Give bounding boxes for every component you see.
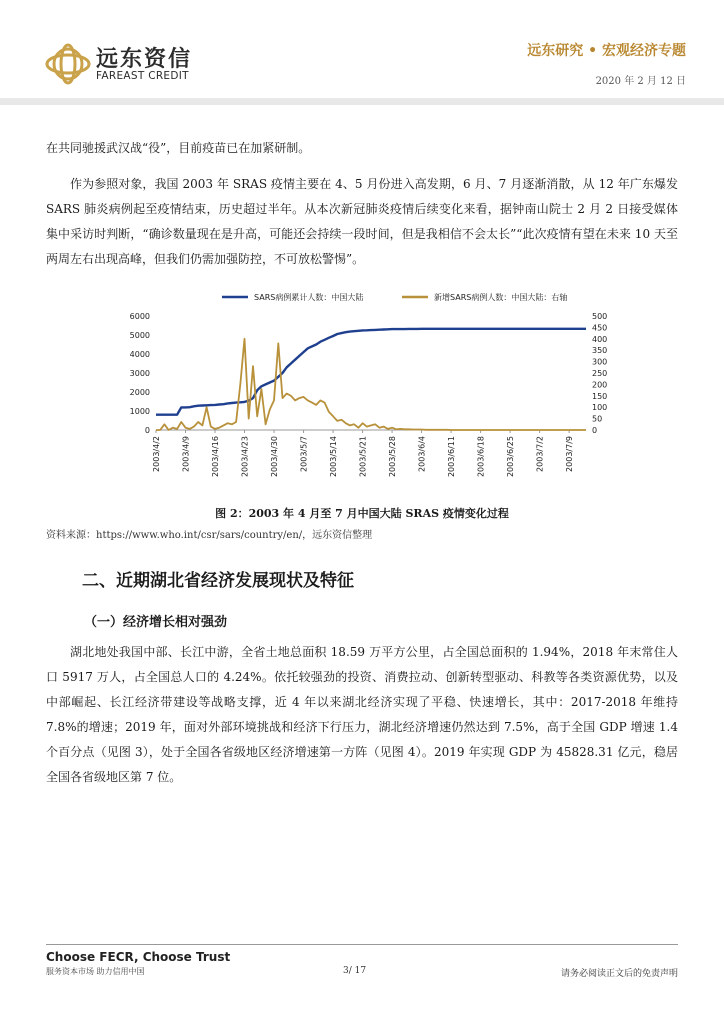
y-right-tick-label: 500 — [592, 312, 608, 321]
fareast-credit-logo — [44, 42, 224, 92]
y-left-tick-label: 6000 — [129, 312, 150, 321]
x-tick-label: 2003/5/21 — [358, 436, 368, 478]
x-tick-label: 2003/6/4 — [417, 436, 427, 472]
y-right-tick-label: 400 — [592, 334, 608, 344]
y-left-tick-label: 2000 — [129, 388, 150, 397]
x-tick-label: 2003/4/9 — [181, 436, 191, 472]
logo-text-en: FAREAST CREDIT — [96, 70, 189, 82]
legend-label-0: SARS病例累计人数：中国大陆 — [254, 293, 364, 302]
y-right-tick-label: 450 — [592, 323, 608, 333]
logo-text-cn: 远东资信 — [96, 47, 193, 72]
x-tick-label: 2003/5/28 — [388, 436, 398, 478]
y-right-tick-label: 0 — [592, 426, 598, 435]
page-number: 3/ 17 — [343, 966, 367, 976]
report-series-title: 远东研究 • 宏观经济专题 — [527, 43, 686, 59]
subsection-heading: （一）经济增长相对强劲 — [84, 615, 228, 630]
footer-disclaimer: 请务必阅读正文后的免责声明 — [560, 969, 678, 979]
x-tick-label: 2003/4/23 — [240, 436, 250, 478]
series-line-0 — [156, 329, 586, 415]
figure-source: 资料来源：https://www.who.int/csr/sars/country/en/，远东资信整理 — [46, 530, 373, 541]
report-date: 2020 年 2 月 12 日 — [595, 76, 686, 87]
x-tick-label: 2003/6/11 — [447, 436, 457, 478]
x-tick-label: 2003/5/7 — [299, 436, 309, 472]
section-heading: 二、近期湖北省经济发展现状及特征 — [82, 571, 354, 591]
legend-label-1: 新增SARS病例人数：中国大陆：右轴 — [434, 293, 568, 302]
x-tick-label: 2003/7/2 — [535, 436, 545, 472]
x-tick-label: 2003/7/9 — [565, 436, 575, 472]
header-divider — [0, 98, 724, 105]
footer-divider — [46, 944, 678, 945]
y-right-tick-label: 100 — [592, 403, 608, 413]
y-right-tick-label: 150 — [592, 391, 608, 401]
x-tick-label: 2003/4/16 — [211, 436, 221, 478]
y-left-tick-label: 1000 — [129, 407, 150, 416]
figure-caption: 图 2：2003 年 4 月至 7 月中国大陆 SRAS 疫情变化过程 — [215, 507, 509, 520]
y-right-tick-label: 350 — [592, 346, 608, 356]
y-right-tick-label: 300 — [592, 357, 608, 367]
footer-subslogan: 服务资本市场 助力信用中国 — [46, 967, 145, 976]
footer-slogan: Choose FECR, Choose Trust — [46, 950, 231, 964]
sars-line-chart — [116, 280, 616, 500]
y-right-tick-label: 50 — [592, 414, 603, 424]
series-line-1 — [156, 339, 586, 430]
paragraph-3: 湖北地处我国中部、长江中游，全省土地总面积 18.59 万平方公里，占全国总面积的 1.94%，2018 年末常住人口 5917 万人，占全国总人口的 4.24%。依托较强劲的投资、消费拉动、创新转型驱动、科教等各类资源优势，以及中部崛起、长江经济带建设等战略支撑，近 4 年以来湖北经济实现了平稳、快速增长，其中：2017-2018 年维持 7.8%的增速；2019 年，面对外部环境挑战和经济下行压力，湖北经济增速仍然达到 7.5%，高于全国 GDP 增速 1.4 个百分点（见图 3），处于全国各省级地区经济增速第一方阵（见图 4）。2019 年实现 GDP 为 45828.31 亿元，稳居全国各省级地区第 7 位。 — [46, 645, 678, 784]
paragraph-2: 作为参照对象，我国 2003 年 SRAS 疫情主要在 4、5 月份进入高发期，6 月、7 月逐渐消散，从 12 年广东爆发 SARS 肺炎病例起至疫情结束，历史超过半年。从本次新冠肺炎疫情后续变化来看，据钟南山院士 2 月 2 日接受媒体集中采访时判断，“确诊数量现在是升高，可能还会持续一段时间，但是我相信不会太长”“此次疫情有望在未来 10 天至两周左右出现高峰，但我们仍需加强防控，不可放松警惕”。 — [46, 177, 678, 266]
x-tick-label: 2003/6/18 — [476, 436, 486, 478]
paragraph-1: 在共同驰援武汉战“役”，目前疫苗已在加紧研制。 — [46, 141, 311, 155]
y-left-tick-label: 0 — [144, 426, 150, 435]
y-left-tick-label: 5000 — [129, 331, 150, 340]
x-tick-label: 2003/6/25 — [506, 436, 516, 478]
x-tick-label: 2003/5/14 — [329, 436, 339, 478]
x-tick-label: 2003/4/2 — [152, 436, 161, 472]
y-left-tick-label: 4000 — [129, 350, 150, 359]
y-right-tick-label: 250 — [592, 369, 608, 378]
y-right-tick-label: 200 — [592, 380, 608, 390]
logo-mark-icon — [44, 42, 92, 86]
x-tick-label: 2003/4/30 — [270, 436, 280, 478]
page-header — [0, 0, 724, 104]
y-left-tick-label: 3000 — [129, 369, 150, 378]
